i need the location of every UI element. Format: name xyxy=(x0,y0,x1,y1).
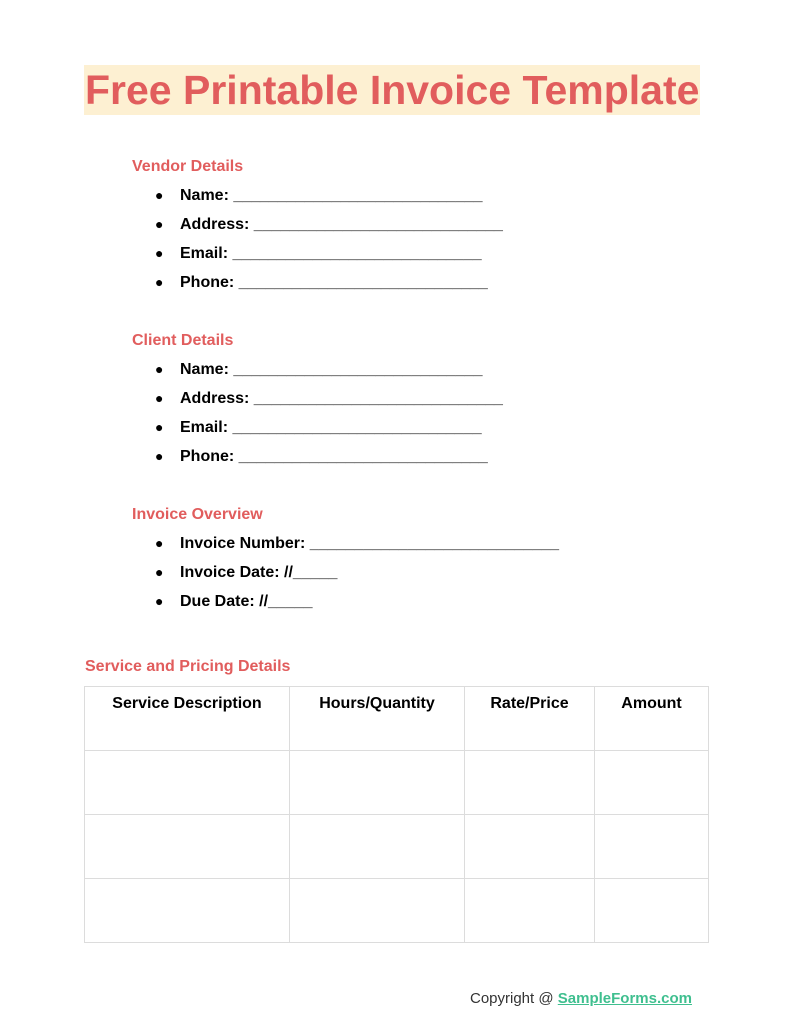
column-header-service-description: Service Description xyxy=(85,687,290,751)
table-cell[interactable] xyxy=(290,879,465,943)
field-label: Name: ____________________________ xyxy=(180,361,483,378)
field-label: Invoice Number: ____________________________ xyxy=(180,535,559,552)
copyright-footer xyxy=(470,989,692,1009)
copyright-text: Copyright @ xyxy=(470,990,558,1007)
client-email-field[interactable] xyxy=(155,413,503,442)
table-cell[interactable] xyxy=(465,815,595,879)
due-date-field[interactable] xyxy=(155,587,559,616)
client-name-field[interactable] xyxy=(155,355,503,384)
vendor-phone-field[interactable] xyxy=(155,268,503,297)
bullet-icon: ● xyxy=(155,564,164,580)
bullet-icon: ● xyxy=(155,216,164,232)
field-label: Address: ____________________________ xyxy=(180,390,503,407)
services-heading: Service and Pricing Details xyxy=(85,658,291,675)
invoice-date-field[interactable] xyxy=(155,558,559,587)
brand-link[interactable]: SampleForms.com xyxy=(557,990,692,1007)
client-phone-field[interactable] xyxy=(155,442,503,471)
table-header-row xyxy=(85,687,709,751)
column-header-amount: Amount xyxy=(595,687,709,751)
client-details-list xyxy=(155,355,503,471)
table-cell[interactable] xyxy=(85,815,290,879)
client-details-heading: Client Details xyxy=(132,332,234,349)
invoice-overview-list xyxy=(155,529,559,616)
client-address-field[interactable] xyxy=(155,384,503,413)
table-cell[interactable] xyxy=(595,879,709,943)
field-label: Phone: ____________________________ xyxy=(180,274,488,291)
bullet-icon: ● xyxy=(155,245,164,261)
column-header-hours-quantity: Hours/Quantity xyxy=(290,687,465,751)
field-label: Phone: ____________________________ xyxy=(180,448,488,465)
table-cell[interactable] xyxy=(290,751,465,815)
bullet-icon: ● xyxy=(155,187,164,203)
vendor-address-field[interactable] xyxy=(155,210,503,239)
table-cell[interactable] xyxy=(85,751,290,815)
vendor-details-heading: Vendor Details xyxy=(132,158,244,175)
vendor-name-field[interactable] xyxy=(155,181,503,210)
vendor-email-field[interactable] xyxy=(155,239,503,268)
table-cell[interactable] xyxy=(595,815,709,879)
table-row xyxy=(85,751,709,815)
vendor-details-list xyxy=(155,181,503,297)
field-label: Invoice Date: //_____ xyxy=(180,564,338,581)
field-label: Email: ____________________________ xyxy=(180,245,482,262)
field-label: Email: ____________________________ xyxy=(180,419,482,436)
table-cell[interactable] xyxy=(290,815,465,879)
table-row xyxy=(85,879,709,943)
bullet-icon: ● xyxy=(155,419,164,435)
page-title: Free Printable Invoice Template xyxy=(85,67,700,113)
bullet-icon: ● xyxy=(155,361,164,377)
field-label: Name: ____________________________ xyxy=(180,187,483,204)
invoice-overview-heading: Invoice Overview xyxy=(132,506,263,523)
bullet-icon: ● xyxy=(155,274,164,290)
bullet-icon: ● xyxy=(155,390,164,406)
column-header-rate-price: Rate/Price xyxy=(465,687,595,751)
field-label: Due Date: //_____ xyxy=(180,593,313,610)
table-cell[interactable] xyxy=(465,879,595,943)
bullet-icon: ● xyxy=(155,535,164,551)
table-cell[interactable] xyxy=(465,751,595,815)
bullet-icon: ● xyxy=(155,448,164,464)
table-cell[interactable] xyxy=(595,751,709,815)
field-label: Address: ____________________________ xyxy=(180,216,503,233)
table-cell[interactable] xyxy=(85,879,290,943)
table-row xyxy=(85,815,709,879)
bullet-icon: ● xyxy=(155,593,164,609)
services-table xyxy=(84,686,709,943)
invoice-number-field[interactable] xyxy=(155,529,559,558)
